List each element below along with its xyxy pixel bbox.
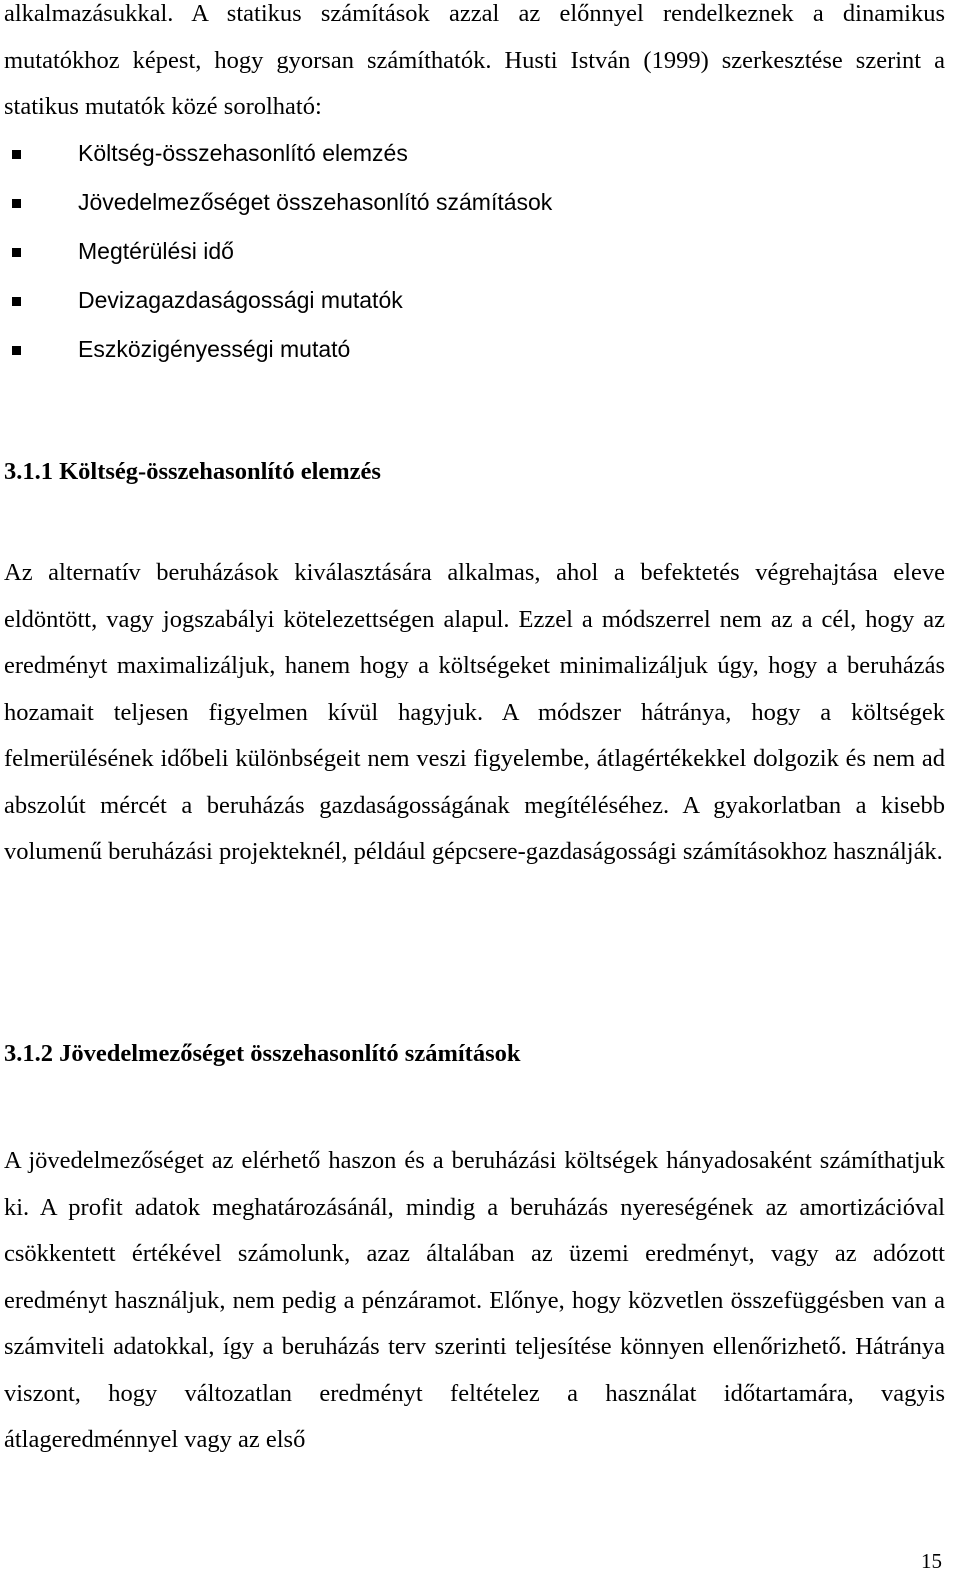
section-body-cost-comparison: Az alternatív beruházások kiválasztására alkalmas, ahol a befektetés végrehajtása eleve eldöntött, vagy jogszabályi kötelezettségen alapul. Ezzel a módszerrel nem az a cél, hogy az eredményt maximalizáljuk, hanem hogy a költségeket minimalizáljuk úgy, hogy a beruházás hozamait teljesen figyelmen kívül hagyjuk. A módszer hátránya, hogy a költségek felmerülésének időbeli különbségeit nem veszi figyelembe, átlagértékekkel dolgozik és nem ad abszolút mércét a beruházás gazdaságosságának megítéléséhez. A gyakorlatban a kisebb volumenű beruházási projekteknél, például gépcsere-gazdaságossági számításokhoz használják. xyxy=(4,559,945,865)
page-number: 15 xyxy=(921,1549,942,1573)
list-item xyxy=(0,279,700,328)
square-bullet-icon xyxy=(12,199,21,208)
square-bullet-icon xyxy=(12,248,21,257)
intro-paragraph: alkalmazásukkal. A statikus számítások azzal az előnnyel rendelkeznek a dinamikus mutatókhoz képest, hogy gyorsan számíthatók. Husti István (1999) szerkesztése szerint a statikus mutatók közé sorolható: xyxy=(4,0,945,120)
square-bullet-icon xyxy=(12,150,21,159)
square-bullet-icon xyxy=(12,297,21,306)
list-item xyxy=(0,132,700,181)
section-body-profitability-comparison: A jövedelmezőséget az elérhető haszon és a beruházási költségek hányadosaként számíthatjuk ki. A profit adatok meghatározásánál, mindig a beruházás nyereségének az amortizációval csökkentett értékével számolunk, azaz általában az üzemi eredményt, vagy az adózott eredményt használjuk, nem pedig a pénzáramot. Előnye, hogy közvetlen összefüggésben van a számviteli adatokkal, így a beruházás terv szerinti teljesítése könnyen ellenőrizhető. Hátránya viszont, hogy változatlan eredményt feltételez a használat időtartamára, vagyis átlageredménnyel vagy az első xyxy=(4,1147,945,1453)
list-item-label: Devizagazdaságossági mutatók xyxy=(78,287,403,313)
list-item xyxy=(0,230,700,279)
list-item xyxy=(0,328,700,377)
static-indicators-list xyxy=(0,132,700,377)
list-item-label: Megtérülési idő xyxy=(78,238,234,264)
square-bullet-icon xyxy=(12,346,21,355)
section-heading-profitability-comparison: 3.1.2 Jövedelmezőséget összehasonlító számítások xyxy=(4,1040,521,1067)
list-item-label: Költség-összehasonlító elemzés xyxy=(78,140,408,166)
list-item-label: Jövedelmezőséget összehasonlító számítások xyxy=(78,189,553,215)
list-item xyxy=(0,181,700,230)
section-heading-cost-comparison: 3.1.1 Költség-összehasonlító elemzés xyxy=(4,458,381,485)
list-item-label: Eszközigényességi mutató xyxy=(78,336,351,362)
